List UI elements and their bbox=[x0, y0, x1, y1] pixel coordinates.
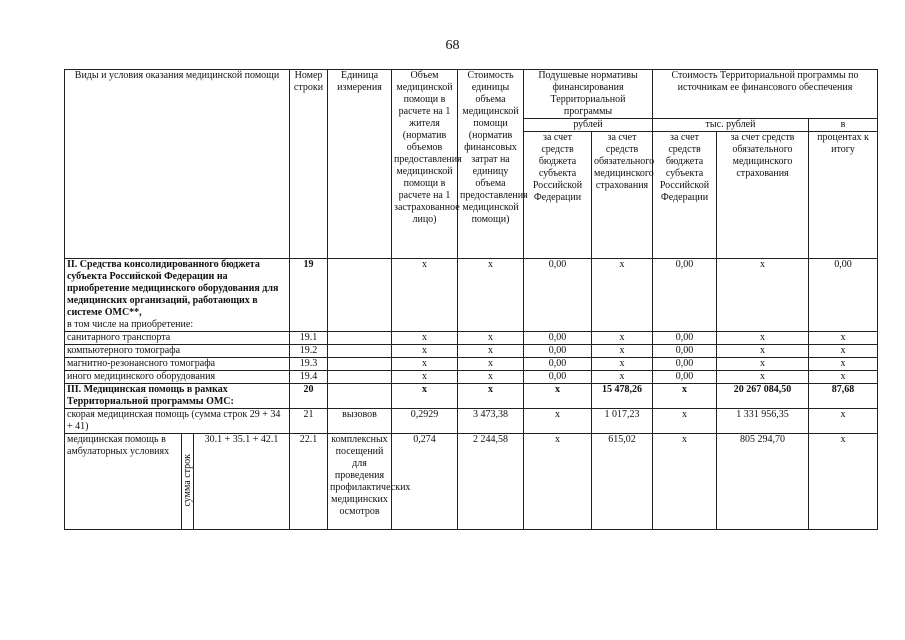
row-percent: x bbox=[809, 332, 878, 345]
header-unit-cost: Стоимость единицы объема медицинской помощи (норматив финансовых затрат на единицу объема предоставления медицинской помощи) bbox=[458, 70, 524, 259]
header-volume: Объем медицинской помощи в расчете на 1 жителя (норматив объемов предоставления медицинской помощи в расчете на 1 застрахованное лицо) bbox=[392, 70, 458, 259]
header-per-capita: Подушевые нормативы финансирования Территориальной программы bbox=[524, 70, 653, 119]
row-label: санитарного транспорта bbox=[65, 332, 290, 345]
row-pc-oms: x bbox=[592, 371, 653, 384]
header-cost-oms: за счет средств обязательного медицинского страхования bbox=[717, 132, 809, 259]
row-pc-budget: x bbox=[524, 409, 592, 434]
row-label: III. Медицинская помощь в рамках Территориальной программы ОМС: bbox=[65, 384, 290, 409]
row-side-label bbox=[182, 434, 194, 530]
row-unit bbox=[328, 384, 392, 409]
row-percent: 0,00 bbox=[809, 259, 878, 332]
row-number: 19.2 bbox=[290, 345, 328, 358]
row-cost-oms: 1 331 956,35 bbox=[717, 409, 809, 434]
row-volume: x bbox=[392, 332, 458, 345]
row-label: скорая медицинская помощь (сумма строк 29 + 34 + 41) bbox=[65, 409, 290, 434]
row-label: магнитно-резонансного томографа bbox=[65, 358, 290, 371]
row-cost-budget: 0,00 bbox=[653, 332, 717, 345]
row-percent: x bbox=[809, 345, 878, 358]
row-number: 19.3 bbox=[290, 358, 328, 371]
row-pc-budget: 0,00 bbox=[524, 358, 592, 371]
row-volume: x bbox=[392, 259, 458, 332]
row-cost: x bbox=[458, 358, 524, 371]
row-volume: x bbox=[392, 371, 458, 384]
row-cost-oms: x bbox=[717, 358, 809, 371]
table-row bbox=[65, 259, 878, 332]
row-cost: x bbox=[458, 345, 524, 358]
table-row bbox=[65, 434, 878, 530]
row-unit bbox=[328, 259, 392, 332]
row-number: 19.4 bbox=[290, 371, 328, 384]
row-cost-budget: x bbox=[653, 409, 717, 434]
row-pc-budget: 0,00 bbox=[524, 259, 592, 332]
row-label: иного медицинского оборудования bbox=[65, 371, 290, 384]
header-rubles: рублей bbox=[524, 119, 653, 132]
side-label-wrap bbox=[182, 434, 193, 506]
row-cost-budget: 0,00 bbox=[653, 259, 717, 332]
row-pc-budget: 0,00 bbox=[524, 345, 592, 358]
row-unit bbox=[328, 358, 392, 371]
row-cost: x bbox=[458, 332, 524, 345]
row-percent: x bbox=[809, 409, 878, 434]
row-cost-oms: x bbox=[717, 259, 809, 332]
table-row bbox=[65, 345, 878, 358]
header-pc-oms: за счет средств обязательного медицинского страхования bbox=[592, 132, 653, 259]
table-row bbox=[65, 384, 878, 409]
header-percent: процентах к итогу bbox=[809, 132, 878, 259]
row-label: медицинская помощь в амбулаторных условиях bbox=[65, 434, 182, 530]
row-cost-oms: x bbox=[717, 371, 809, 384]
row-19-label: II. Средства консолидированного бюджета субъекта Российской Федерации на приобретение медицинского оборудования для медицинских организаций, работающих в системе ОМС**, bbox=[67, 259, 279, 318]
row-cost: x bbox=[458, 384, 524, 409]
row-cost-budget: x bbox=[653, 384, 717, 409]
row-number: 22.1 bbox=[290, 434, 328, 530]
row-number: 19.1 bbox=[290, 332, 328, 345]
header-percent-top: в bbox=[809, 119, 878, 132]
header-kinds: Виды и условия оказания медицинской помощи bbox=[65, 70, 290, 259]
row-unit bbox=[328, 345, 392, 358]
table-row bbox=[65, 371, 878, 384]
header-thousand-rubles: тыс. рублей bbox=[653, 119, 809, 132]
row-unit: вызовов bbox=[328, 409, 392, 434]
table-row bbox=[65, 332, 878, 345]
row-pc-budget: 0,00 bbox=[524, 371, 592, 384]
row-volume: x bbox=[392, 384, 458, 409]
row-cost-oms: x bbox=[717, 332, 809, 345]
row-volume: x bbox=[392, 345, 458, 358]
table-row bbox=[65, 409, 878, 434]
row-number: 21 bbox=[290, 409, 328, 434]
row-cost-budget: 0,00 bbox=[653, 371, 717, 384]
row-percent: x bbox=[809, 358, 878, 371]
header-row-1 bbox=[65, 70, 878, 119]
row-pc-oms: x bbox=[592, 259, 653, 332]
row-cost-oms: 20 267 084,50 bbox=[717, 384, 809, 409]
row-label: компьютерного томографа bbox=[65, 345, 290, 358]
row-19-sublabel: в том числе на приобретение: bbox=[67, 319, 194, 330]
row-number: 19 bbox=[290, 259, 328, 332]
financing-table bbox=[64, 69, 878, 530]
row-label bbox=[65, 259, 290, 332]
row-cost: x bbox=[458, 371, 524, 384]
header-unit: Единица измерения bbox=[328, 70, 392, 259]
header-pc-budget: за счет средств бюджета субъекта Российской Федерации bbox=[524, 132, 592, 259]
row-cost-oms: x bbox=[717, 345, 809, 358]
row-cost: 2 244,58 bbox=[458, 434, 524, 530]
page-number: 68 bbox=[445, 38, 460, 53]
row-volume: x bbox=[392, 358, 458, 371]
row-pc-oms: x bbox=[592, 358, 653, 371]
row-unit bbox=[328, 332, 392, 345]
row-unit: комплексных посещений для проведения профилактических медицинских осмотров bbox=[328, 434, 392, 530]
header-program-cost: Стоимость Территориальной программы по источникам ее финансового обеспечения bbox=[653, 70, 878, 119]
row-unit bbox=[328, 371, 392, 384]
side-label-text: сумма строк bbox=[181, 453, 193, 506]
row-volume: 0,2929 bbox=[392, 409, 458, 434]
row-cost-oms: 805 294,70 bbox=[717, 434, 809, 530]
row-cost-budget: 0,00 bbox=[653, 345, 717, 358]
row-pc-oms: x bbox=[592, 332, 653, 345]
row-formula: 30.1 + 35.1 + 42.1 bbox=[194, 434, 290, 530]
row-pc-oms: 1 017,23 bbox=[592, 409, 653, 434]
row-cost-budget: 0,00 bbox=[653, 358, 717, 371]
row-pc-budget: x bbox=[524, 384, 592, 409]
row-cost-budget: x bbox=[653, 434, 717, 530]
header-cost-budget: за счет средств бюджета субъекта Российской Федерации bbox=[653, 132, 717, 259]
row-pc-oms: 615,02 bbox=[592, 434, 653, 530]
row-number: 20 bbox=[290, 384, 328, 409]
row-percent: x bbox=[809, 434, 878, 530]
row-cost: 3 473,38 bbox=[458, 409, 524, 434]
row-pc-budget: 0,00 bbox=[524, 332, 592, 345]
row-percent: 87,68 bbox=[809, 384, 878, 409]
table-row bbox=[65, 358, 878, 371]
row-cost: x bbox=[458, 259, 524, 332]
row-pc-oms: x bbox=[592, 345, 653, 358]
row-percent: x bbox=[809, 371, 878, 384]
header-row-number: Номер строки bbox=[290, 70, 328, 259]
row-pc-budget: x bbox=[524, 434, 592, 530]
row-pc-oms: 15 478,26 bbox=[592, 384, 653, 409]
row-volume: 0,274 bbox=[392, 434, 458, 530]
